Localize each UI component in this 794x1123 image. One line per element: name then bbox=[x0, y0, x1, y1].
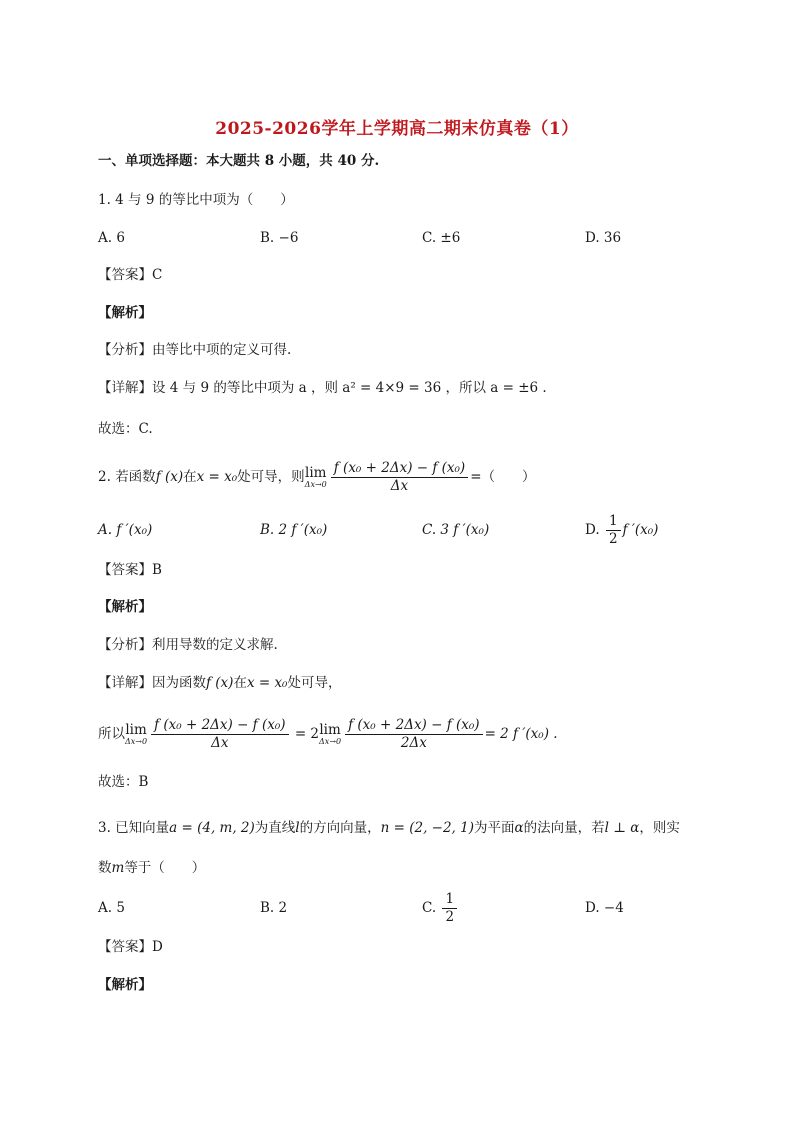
q3-text-b: 为直线 bbox=[254, 820, 296, 836]
q2-fraction bbox=[331, 460, 468, 495]
q2-condition: x = x₀ bbox=[196, 469, 238, 485]
q3-option-c-den: 2 bbox=[445, 909, 455, 925]
q3-text-h: 等于（ ） bbox=[124, 860, 206, 876]
q2-derivation-fraction-1 bbox=[151, 717, 288, 752]
q2-derivation-num-1: f (x₀ + 2Δx) − f (x₀) bbox=[151, 717, 288, 735]
q3-option-c-num: 1 bbox=[442, 891, 457, 909]
q2-detail bbox=[98, 674, 341, 692]
q3-perp: l ⊥ α bbox=[604, 820, 640, 836]
q1-option-d: D. 36 bbox=[585, 230, 622, 246]
q3-option-c-fraction bbox=[442, 891, 457, 926]
q2-stem bbox=[98, 457, 536, 497]
q2-limit-label: lim bbox=[305, 465, 327, 481]
q3-analysis-heading: 【解析】 bbox=[98, 977, 152, 993]
q3-text-d: 为平面 bbox=[474, 820, 515, 836]
q3-alpha: α bbox=[514, 820, 524, 836]
q1-option-a: A. 6 bbox=[98, 230, 125, 246]
q3-line-1 bbox=[98, 819, 680, 837]
q2-derivation-limit-1 bbox=[125, 723, 147, 746]
q3-text-g: 数 bbox=[98, 860, 112, 876]
q2-derivation-den-2: 2Δx bbox=[400, 735, 427, 751]
q1-detail: 【详解】设 4 与 9 的等比中项为 a ，则 a² = 4×9 = 36 ，所以 a = ±6 . bbox=[98, 380, 547, 396]
q2-derivation-limit-1-label: lim bbox=[125, 722, 147, 738]
q1-stem: 1. 4 与 9 的等比中项为（ ） bbox=[98, 192, 294, 208]
q2-derivation-den-1: Δx bbox=[211, 735, 229, 751]
q3-line-2 bbox=[98, 859, 205, 877]
q2-detail-a: 【详解】因为函数 bbox=[98, 675, 206, 691]
q2-numerator: f (x₀ + 2Δx) − f (x₀) bbox=[331, 460, 468, 478]
q2-so: 所以 bbox=[98, 726, 125, 742]
q1-fenxi: 【分析】由等比中项的定义可得. bbox=[98, 342, 292, 358]
q3-option-b: B. 2 bbox=[260, 900, 288, 916]
q2-stem-text-c: 处可导，则 bbox=[237, 469, 305, 485]
q2-analysis-heading: 【解析】 bbox=[98, 599, 152, 615]
q1-answer: 【答案】C bbox=[98, 267, 163, 283]
q2-derivation-limit-1-sub: Δx→0 bbox=[125, 737, 148, 746]
q2-denominator: Δx bbox=[390, 478, 409, 494]
q2-option-d bbox=[585, 510, 658, 550]
q3-option-c bbox=[422, 889, 459, 927]
q2-fenxi: 【分析】利用导数的定义求解. bbox=[98, 637, 278, 653]
q2-derivation-limit-2-sub: Δx→0 bbox=[319, 737, 342, 746]
q2-choose: 故选：B bbox=[98, 774, 149, 790]
q2-stem-text-a: 若函数 bbox=[115, 469, 156, 485]
q3-text-c: 的方向向量， bbox=[299, 820, 381, 836]
q2-detail-function: f (x) bbox=[206, 675, 234, 691]
q2-option-d-label: D. bbox=[585, 522, 600, 538]
q2-derivation-num-2: f (x₀ + 2Δx) − f (x₀) bbox=[345, 717, 482, 735]
q2-derivation-mid: = 2 bbox=[294, 726, 320, 742]
q1-analysis-heading: 【解析】 bbox=[98, 305, 152, 321]
q3-text-e: 的法向量，若 bbox=[523, 820, 605, 836]
q2-option-b: B. 2 f ′(x₀) bbox=[260, 522, 328, 538]
q3-option-c-label: C. bbox=[422, 900, 437, 916]
q2-derivation bbox=[98, 714, 558, 754]
q2-derivation-limit-2 bbox=[319, 723, 341, 746]
q2-limit-sub: Δx→0 bbox=[304, 480, 327, 489]
section-heading: 一、单项选择题：本大题共 8 小题，共 40 分. bbox=[98, 153, 380, 169]
q2-function: f (x) bbox=[155, 469, 184, 485]
q3-text-a: 3. 已知向量 bbox=[98, 820, 170, 836]
q3-vector-a: a = (4, m, 2) bbox=[169, 820, 255, 836]
q2-detail-c: 处可导， bbox=[287, 675, 342, 691]
q3-m: m bbox=[111, 860, 125, 876]
q2-limit bbox=[305, 466, 327, 489]
q2-option-d-num: 1 bbox=[606, 513, 621, 531]
q3-text-f: ，则实 bbox=[639, 820, 680, 836]
q2-answer: 【答案】B bbox=[98, 562, 162, 578]
q2-derivation-fraction-2 bbox=[345, 717, 482, 752]
q3-answer: 【答案】D bbox=[98, 939, 163, 955]
q2-stem-tail: =（ ） bbox=[470, 469, 536, 485]
q1-option-b: B. −6 bbox=[260, 230, 299, 246]
q2-option-d-rest: f ′(x₀) bbox=[622, 522, 659, 538]
q1-choose: 故选：C. bbox=[98, 421, 153, 437]
q3-option-d: D. −4 bbox=[585, 900, 624, 916]
q2-option-d-fraction bbox=[606, 513, 621, 548]
q1-option-c: C. ±6 bbox=[422, 230, 461, 246]
q3-vector-n: n = (2, −2, 1) bbox=[380, 820, 474, 836]
q2-derivation-result: = 2 f ′(x₀) . bbox=[484, 726, 558, 742]
q2-detail-b: 在 bbox=[233, 675, 247, 691]
q3-line-l: l bbox=[295, 820, 300, 836]
q2-derivation-limit-2-label: lim bbox=[319, 722, 341, 738]
q2-option-c: C. 3 f ′(x₀) bbox=[422, 522, 490, 538]
q2-detail-condition: x = x₀ bbox=[246, 675, 288, 691]
q2-stem-text-b: 在 bbox=[183, 469, 197, 485]
q3-option-a: A. 5 bbox=[98, 900, 125, 916]
q2-number: 2. bbox=[98, 469, 111, 485]
page-title: 2025-2026学年上学期高二期末仿真卷（1） bbox=[215, 119, 579, 139]
q2-option-a: A. f ′(x₀) bbox=[98, 522, 153, 538]
q2-option-d-den: 2 bbox=[608, 531, 618, 547]
